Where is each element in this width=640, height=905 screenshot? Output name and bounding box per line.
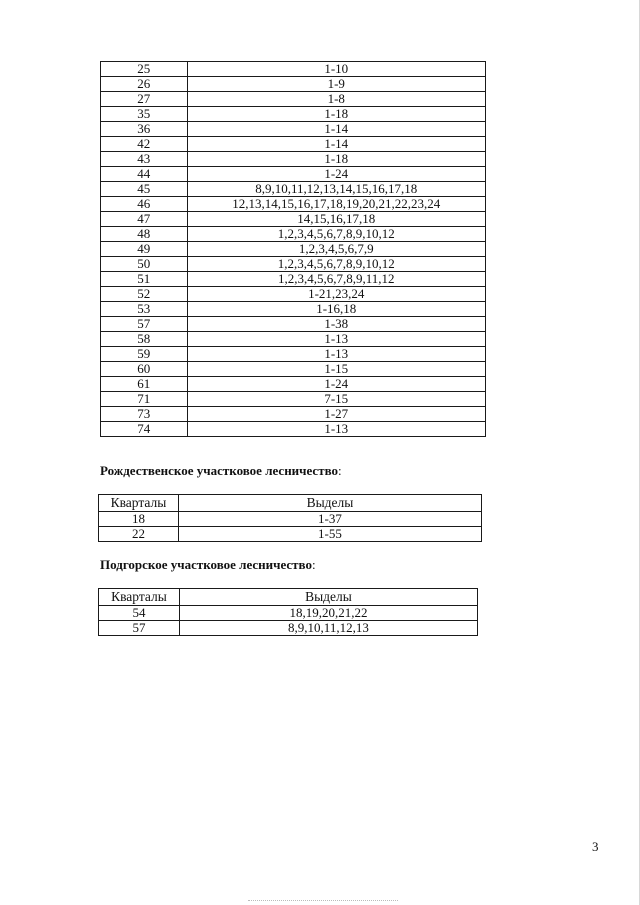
vydely-cell: 1-18 — [187, 152, 485, 167]
vydely-cell: 1-13 — [187, 422, 485, 437]
vydely-cell: 12,13,14,15,16,17,18,19,20,21,22,23,24 — [187, 197, 485, 212]
kvartal-cell: 35 — [101, 107, 188, 122]
header-kvartaly: Кварталы — [99, 589, 180, 606]
vydely-cell: 1-24 — [187, 377, 485, 392]
table-row — [101, 302, 486, 317]
table-row — [101, 152, 486, 167]
kvartal-cell: 18 — [99, 512, 179, 527]
table-header-row — [99, 589, 478, 606]
table-row — [101, 317, 486, 332]
podgorskoe-table — [98, 588, 478, 636]
vydely-cell: 1,2,3,4,5,6,7,8,9,11,12 — [187, 272, 485, 287]
vydely-cell: 1-14 — [187, 122, 485, 137]
table-row — [101, 182, 486, 197]
continued-quarters-table — [100, 61, 486, 437]
kvartal-cell: 52 — [101, 287, 188, 302]
table-row — [101, 407, 486, 422]
table-row — [99, 527, 482, 542]
vydely-cell: 7-15 — [187, 392, 485, 407]
vydely-cell: 1-14 — [187, 137, 485, 152]
podgorskoe-heading-colon: : — [312, 557, 316, 572]
vydely-cell: 1-13 — [187, 332, 485, 347]
vydely-cell: 1-55 — [178, 527, 481, 542]
scan-edge-line — [248, 900, 398, 901]
table-row — [101, 242, 486, 257]
header-kvartaly: Кварталы — [99, 495, 179, 512]
table-row — [101, 392, 486, 407]
vydely-cell: 1-13 — [187, 347, 485, 362]
kvartal-cell: 47 — [101, 212, 188, 227]
table-row — [101, 212, 486, 227]
table-row — [101, 122, 486, 137]
kvartal-cell: 60 — [101, 362, 188, 377]
table-row — [101, 272, 486, 287]
table-row — [101, 92, 486, 107]
kvartal-cell: 71 — [101, 392, 188, 407]
table-row — [101, 107, 486, 122]
table-row — [101, 137, 486, 152]
header-vydely: Выделы — [178, 495, 481, 512]
kvartal-cell: 49 — [101, 242, 188, 257]
kvartal-cell: 73 — [101, 407, 188, 422]
kvartal-cell: 59 — [101, 347, 188, 362]
table-row — [101, 227, 486, 242]
vydely-cell: 1-18 — [187, 107, 485, 122]
kvartal-cell: 42 — [101, 137, 188, 152]
vydely-cell: 1-9 — [187, 77, 485, 92]
vydely-cell: 1-10 — [187, 62, 485, 77]
table-row — [101, 77, 486, 92]
kvartal-cell: 74 — [101, 422, 188, 437]
table-row — [101, 167, 486, 182]
vydely-cell: 14,15,16,17,18 — [187, 212, 485, 227]
kvartal-cell: 44 — [101, 167, 188, 182]
kvartal-cell: 50 — [101, 257, 188, 272]
kvartal-cell: 45 — [101, 182, 188, 197]
table-row — [101, 377, 486, 392]
kvartal-cell: 26 — [101, 77, 188, 92]
kvartal-cell: 36 — [101, 122, 188, 137]
kvartal-cell: 54 — [99, 606, 180, 621]
vydely-cell: 1,2,3,4,5,6,7,9 — [187, 242, 485, 257]
vydely-cell: 1-21,23,24 — [187, 287, 485, 302]
rozhdestvenskoe-heading-text: Рождественское участковое лесничество — [100, 463, 339, 478]
vydely-cell: 1-38 — [187, 317, 485, 332]
rozhdestvenskoe-table-body — [99, 495, 482, 542]
vydely-cell: 1-16,18 — [187, 302, 485, 317]
kvartal-cell: 43 — [101, 152, 188, 167]
table-row — [101, 197, 486, 212]
kvartal-cell: 48 — [101, 227, 188, 242]
vydely-cell: 1-24 — [187, 167, 485, 182]
kvartal-cell: 51 — [101, 272, 188, 287]
table-row — [99, 606, 478, 621]
page-number: 3 — [592, 839, 599, 854]
rozhdestvenskoe-heading-colon: : — [338, 463, 342, 478]
table-row — [99, 621, 478, 636]
kvartal-cell: 57 — [99, 621, 180, 636]
table-row — [99, 512, 482, 527]
table-row — [101, 422, 486, 437]
table-row — [101, 287, 486, 302]
podgorskoe-heading — [100, 557, 316, 573]
vydely-cell: 1-8 — [187, 92, 485, 107]
table-row — [101, 347, 486, 362]
header-vydely: Выделы — [179, 589, 477, 606]
table-row — [101, 362, 486, 377]
kvartal-cell: 57 — [101, 317, 188, 332]
vydely-cell: 1-27 — [187, 407, 485, 422]
kvartal-cell: 27 — [101, 92, 188, 107]
table-header-row — [99, 495, 482, 512]
table-row — [101, 257, 486, 272]
kvartal-cell: 61 — [101, 377, 188, 392]
podgorskoe-heading-text: Подгорское участковое лесничество — [100, 557, 312, 572]
vydely-cell: 8,9,10,11,12,13 — [179, 621, 477, 636]
kvartal-cell: 53 — [101, 302, 188, 317]
vydely-cell: 18,19,20,21,22 — [179, 606, 477, 621]
vydely-cell: 1-37 — [178, 512, 481, 527]
table-row — [101, 332, 486, 347]
kvartal-cell: 22 — [99, 527, 179, 542]
vydely-cell: 1,2,3,4,5,6,7,8,9,10,12 — [187, 227, 485, 242]
kvartal-cell: 58 — [101, 332, 188, 347]
table-row — [101, 62, 486, 77]
vydely-cell: 8,9,10,11,12,13,14,15,16,17,18 — [187, 182, 485, 197]
kvartal-cell: 46 — [101, 197, 188, 212]
rozhdestvenskoe-heading — [100, 463, 342, 479]
kvartal-cell: 25 — [101, 62, 188, 77]
rozhdestvenskoe-table — [98, 494, 482, 542]
continued-quarters-table-body — [101, 62, 486, 437]
vydely-cell: 1,2,3,4,5,6,7,8,9,10,12 — [187, 257, 485, 272]
podgorskoe-table-body — [99, 589, 478, 636]
vydely-cell: 1-15 — [187, 362, 485, 377]
